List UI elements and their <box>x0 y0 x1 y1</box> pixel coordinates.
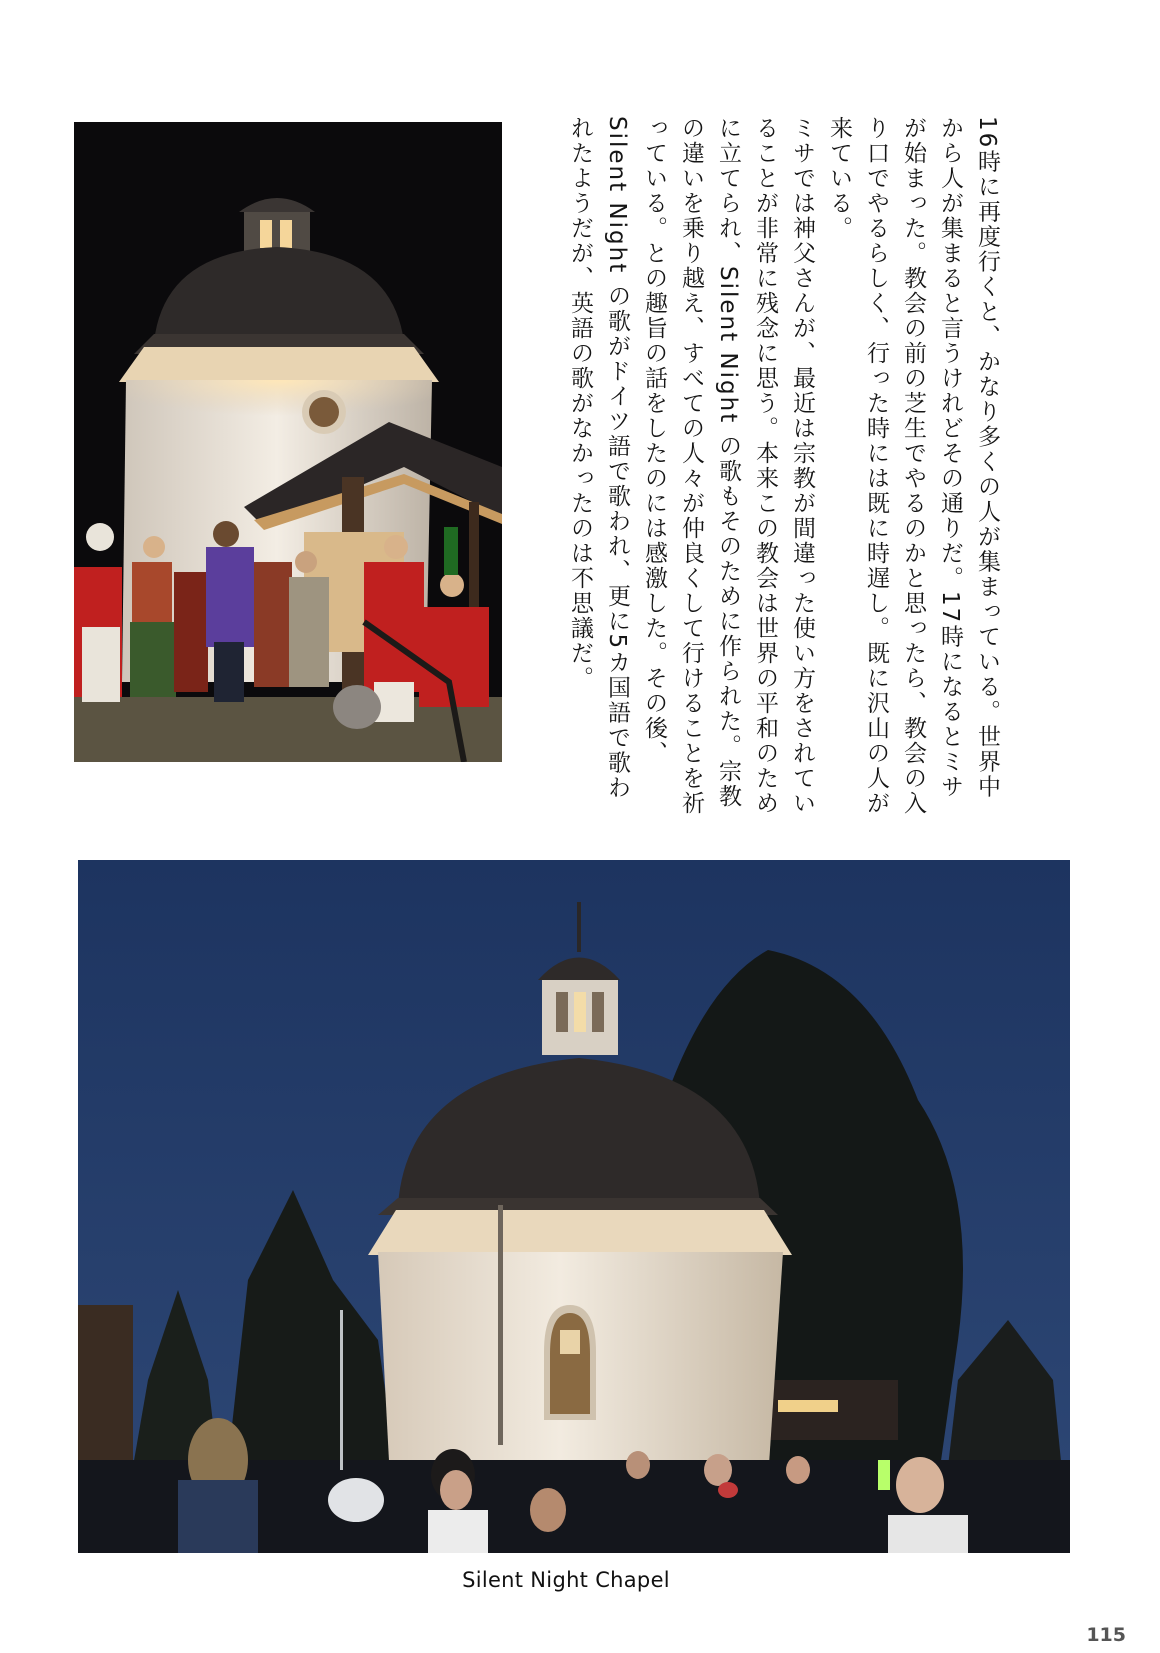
body-text <box>535 116 1005 816</box>
bottom-photo <box>78 860 1070 1553</box>
paragraph-1: 16時に再度行くと、かなり多くの人が集まっている。世界中から人が集まると言うけれどその通りだ。17時になるとミサが始まった。教会の前の芝生でやるのかと思ったら、教会の入り口でやるらしく、行った時には既に時遅し。既に沢山の人が来ている。 <box>826 116 1000 816</box>
top-photo <box>74 122 502 762</box>
page-number: 115 <box>1086 1624 1126 1646</box>
chapel-night-image <box>74 122 502 762</box>
photo-caption: Silent Night Chapel <box>462 1568 670 1592</box>
chapel-dusk-image <box>78 860 1070 1553</box>
paragraph-2: ミサでは神父さんが、最近は宗教が間違った使い方をされていることが非常に残念に思う。本来この教会は世界の平和のために立てられ、Silent Night の歌もそのために作られた。宗教の違いを乗り越え、すべての人々が仲良くして行けることを祈っている。との趣旨の話をしたのには感激した。その後、Silent Night の歌がドイツ語で歌われ、更に5カ国語で歌われたようだが、英語の歌がなかったのは不思議だ。 <box>567 116 815 816</box>
